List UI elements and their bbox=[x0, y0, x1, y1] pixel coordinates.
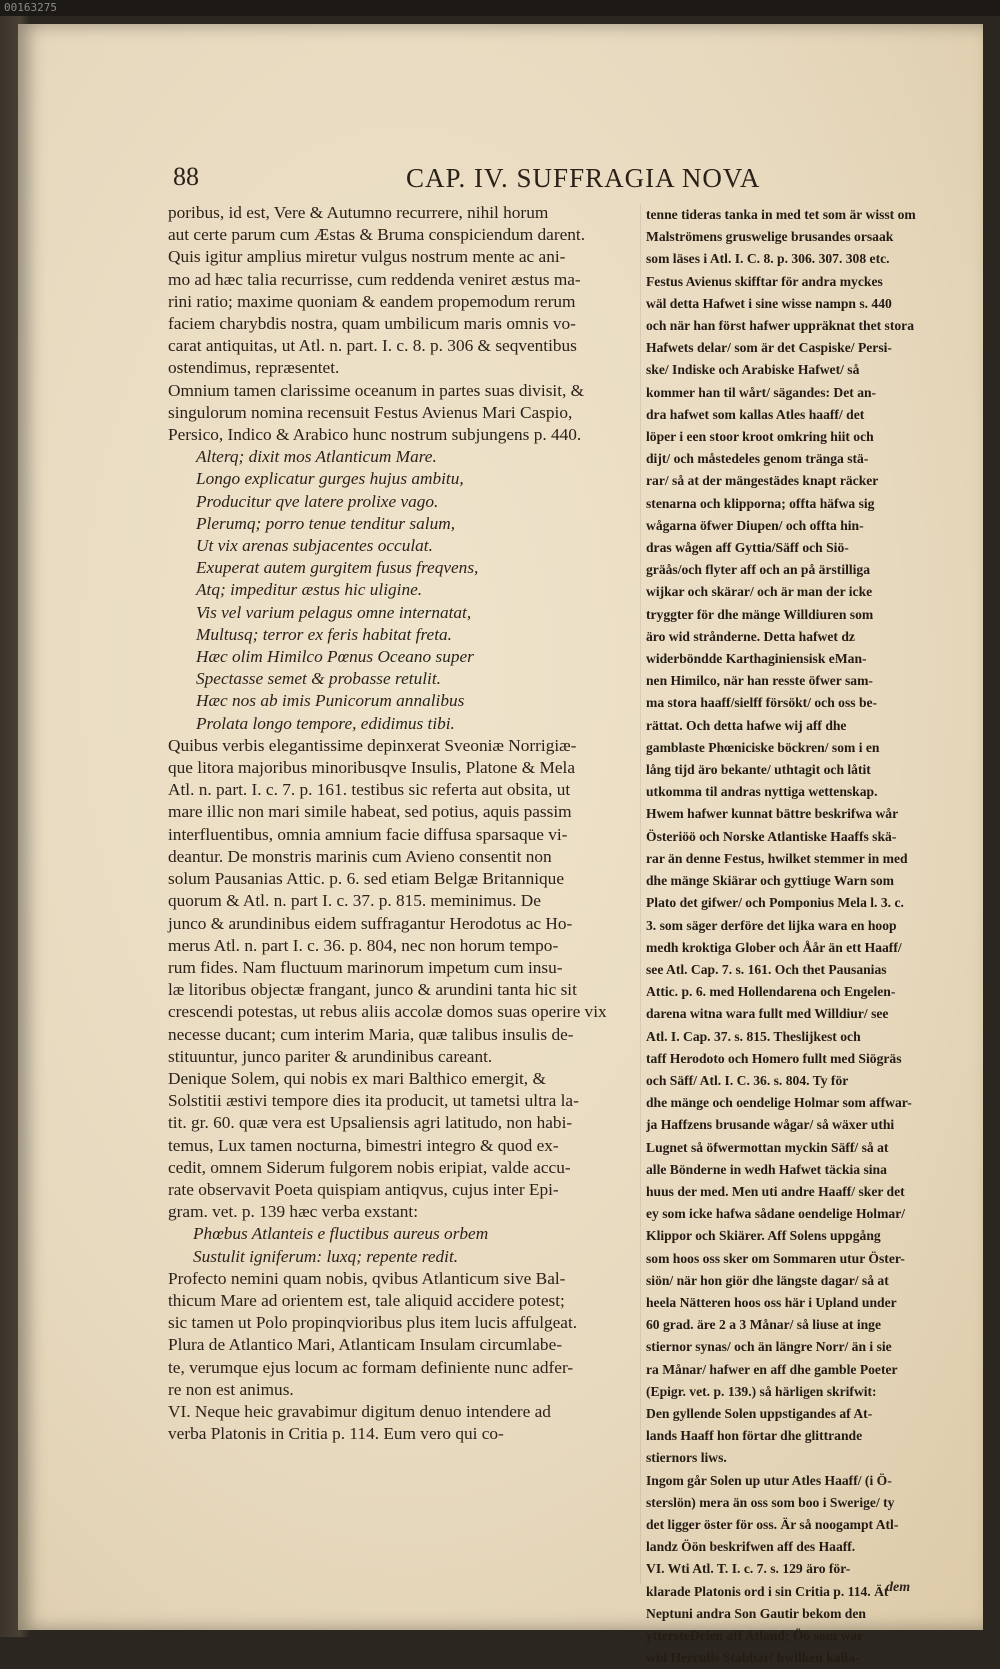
latin-line: tit. gr. 60. quæ vera est Upsaliensis agri latitudo, non habi- bbox=[168, 1113, 573, 1133]
latin-line: singulorum nomina recensuit Festus Avienus Mari Caspio, bbox=[168, 402, 573, 422]
swedish-line: Lugnet så öfwermottan myckin Säff/ så at bbox=[646, 1139, 889, 1155]
swedish-line: Plato det gifwer/ och Pomponius Mela l. 3. c. bbox=[646, 895, 904, 911]
latin-line: temus, Lux tamen nocturna, bimestri integro & quod ex- bbox=[168, 1135, 559, 1155]
swedish-line: sterslön) mera än oss som boo i Swerige/ ty bbox=[646, 1494, 895, 1510]
swedish-line: det ligger öster för oss. Är så noogampt Atl- bbox=[646, 1516, 899, 1532]
swedish-line: stenarna och klipporna; offta häfwa sig bbox=[646, 495, 875, 511]
swedish-line: rättat. Och detta hafwe wij aff dhe bbox=[646, 717, 847, 733]
latin-line: mo ad hæc talia recurrisse, cum reddenda veniret æstus ma- bbox=[168, 269, 581, 289]
latin-line: gram. vet. p. 139 hæc verba exstant: bbox=[168, 1202, 419, 1222]
latin-line: Plura de Atlantico Mari, Atlanticam Insulam circumlabe- bbox=[168, 1335, 562, 1355]
swedish-line: heela Nätteren hoos oss här i Upland under bbox=[646, 1294, 897, 1310]
swedish-line: utkomma til andras nyttiga wettenskap. bbox=[646, 784, 878, 800]
book-page bbox=[18, 24, 983, 1666]
latin-line: quorum & Atl. n. part I. c. 37. p. 815. meminimus. De bbox=[168, 891, 541, 911]
latin-line: Sustulit igniferum: luxq; repente redit. bbox=[193, 1246, 459, 1266]
latin-line: deantur. De monstris marinis cum Avieno consentit non bbox=[168, 846, 552, 866]
swedish-line: medh kroktiga Glober och Åår än ett Haaff/ bbox=[646, 939, 902, 955]
latin-line: thicum Mare ad orientem est, tale aliquid accidere potest; bbox=[168, 1290, 565, 1310]
latin-line: rini ratio; maxime quoniam & eandem propemodum rerum bbox=[168, 291, 576, 311]
swedish-line: VI. Wti Atl. T. I. c. 7. s. 129 äro för- bbox=[646, 1561, 851, 1577]
swedish-line: Den gyllende Solen uppstigandes af At- bbox=[646, 1405, 873, 1421]
swedish-line: stiernors liws. bbox=[646, 1450, 727, 1466]
latin-line: Atq; impeditur æstus hic uligine. bbox=[196, 580, 423, 600]
latin-line: carat antiquitas, ut Atl. n. part. I. c. 8. p. 306 & seqventibus bbox=[168, 336, 577, 356]
swedish-line: gräås/och flyter aff och an på ärstilliga bbox=[646, 562, 871, 578]
page-header bbox=[18, 149, 983, 199]
scan-id-strip bbox=[0, 0, 1000, 16]
latin-line: Prolata longo tempore, edidimus tibi. bbox=[196, 713, 455, 733]
swedish-line: ma stora haaff/sielff försökt/ och oss be- bbox=[646, 695, 878, 711]
latin-line: sic tamen ut Polo propinqvioribus plus item lucis affulgeat. bbox=[168, 1313, 578, 1333]
latin-line: Producitur qve latere prolixe vago. bbox=[196, 491, 439, 511]
page-number: 88 bbox=[173, 162, 199, 191]
latin-line: Solstitii æstivi tempore dies ita producit, ut tametsi ultra la- bbox=[168, 1091, 579, 1111]
swedish-line: löper i een stoor kroot omkring hiit och bbox=[646, 429, 874, 445]
latin-line: Denique Solem, qui nobis ex mari Balthico emergit, & bbox=[168, 1068, 546, 1088]
swedish-line: yttersteDelen aff Atland; Öö som war bbox=[646, 1628, 864, 1643]
latin-line: læ litoribus objectæ frangant, junco & arundini tanta hic sit bbox=[168, 980, 577, 1000]
latin-line: poribus, id est, Vere & Autumno recurrere, nihil horum bbox=[168, 203, 549, 222]
swedish-line: lång tijd äro bekante/ uthtagit och låtit bbox=[646, 762, 871, 778]
swedish-line: lands Haaff hon förtar dhe glittrande bbox=[646, 1428, 863, 1444]
swedish-line: som läses i Atl. I. C. 8. p. 306. 307. 308 etc. bbox=[646, 251, 890, 267]
column-divider bbox=[640, 204, 641, 1584]
latin-line: que litora majoribus minoribusqve Insulis, Platone & Mela bbox=[168, 758, 576, 778]
swedish-line: dhe mänge Skiärar och gyttiuge Warn som bbox=[646, 873, 894, 889]
swedish-line: ey som icke hafwa sådane oendelige Holmar/ bbox=[646, 1206, 906, 1222]
swedish-line: landz Öön beskrifwen aff des Haaff. bbox=[646, 1539, 856, 1555]
catchword: dem bbox=[886, 1580, 911, 1595]
latin-line: mare illic non mari simile habeat, sed potius, aquis passim bbox=[168, 802, 572, 822]
latin-line: interfluentibus, omnia amnium facie diffusa sparsaque vi- bbox=[168, 824, 568, 844]
swedish-line: taff Herodoto och Homero fullt med Siögräs bbox=[646, 1050, 902, 1066]
latin-line: Hæc nos ab imis Punicorum annalibus bbox=[196, 691, 465, 711]
latin-line: Phœbus Atlanteis e fluctibus aureus orbem bbox=[193, 1224, 489, 1244]
swedish-line: wågarna öfwer Diupen/ och offta hin- bbox=[646, 517, 864, 533]
swedish-line: gamblaste Phœniciske böckren/ som i en bbox=[646, 739, 880, 755]
latin-line: Omnium tamen clarissime oceanum in partes suas divisit, & bbox=[168, 380, 585, 400]
latin-line: Atl. n. part. I. c. 7. p. 161. testibus sic referta aut obsita, ut bbox=[168, 780, 571, 800]
swedish-line: nen Himilco, när han resste öfwer sam- bbox=[646, 673, 873, 689]
swedish-line: stiernor synas/ och än längre Norr/ än i sie bbox=[646, 1339, 892, 1355]
latin-line: solum Pausanias Attic. p. 6. sed etiam Belgæ Britannique bbox=[168, 869, 564, 889]
latin-line: Plerumq; porro tenue tenditur salum, bbox=[196, 513, 456, 533]
latin-line: Alterq; dixit mos Atlanticum Mare. bbox=[196, 447, 437, 467]
swedish-line: wid Herculis Stabbar/ hwilken kalla- bbox=[646, 1650, 860, 1666]
swedish-line: och när han först hafwer uppräknat thet stora bbox=[646, 318, 914, 334]
swedish-line: Ingom går Solen up utur Atles Haaff/ (i Ö- bbox=[646, 1472, 892, 1488]
swedish-line: dijt/ och måstedeles genom tränga stä- bbox=[646, 451, 869, 467]
latin-line: verba Platonis in Critia p. 114. Eum vero qui co- bbox=[168, 1424, 504, 1444]
latin-line: Vis vel varium pelagus omne internatat, bbox=[196, 602, 472, 622]
latin-line: Hæc olim Himilco Pœnus Oceano super bbox=[196, 647, 474, 667]
latin-line: rate observavit Poeta quispiam antiqvus, cujus inter Epi- bbox=[168, 1179, 559, 1199]
swedish-line: klarade Platonis ord i sin Critia p. 114. Ät bbox=[646, 1583, 889, 1599]
latin-line: Persico, Indico & Arabico hunc nostrum subjungens p. 440. bbox=[168, 425, 582, 445]
swedish-line: och Säff/ Atl. I. C. 36. s. 804. Ty för bbox=[646, 1072, 849, 1088]
swedish-line: siön/ när hon giör dhe längste dagar/ så at bbox=[646, 1272, 889, 1288]
swedish-line: 60 grad. äre 2 a 3 Månar/ så liuse at inge bbox=[646, 1317, 881, 1333]
swedish-line: som hoos oss sker om Sommaren utur Öster- bbox=[646, 1250, 905, 1266]
swedish-column bbox=[646, 204, 931, 1669]
swedish-line: Klippor och Skiärer. Aff Solens uppgång bbox=[646, 1228, 881, 1244]
swedish-line: Hwem hafwer kunnat bättre beskrifwa wår bbox=[646, 806, 899, 822]
latin-line: faciem charybdis nostra, quam umbilicum maris omnis vo- bbox=[168, 314, 576, 334]
swedish-line: (Epigr. vet. p. 139.) så härligen skrifwit: bbox=[646, 1383, 877, 1399]
swedish-line: rar än denne Festus, hwilket stemmer in med bbox=[646, 850, 908, 866]
latin-line: aut certe parum cum Æstas & Bruma conspiciendum darent. bbox=[168, 225, 586, 245]
swedish-line: rar/ så at der mängestädes knapt räcker bbox=[646, 473, 879, 489]
scan-id: 00163275 bbox=[4, 1, 57, 14]
latin-line: necesse ducant; cum interim Maria, quæ talibus insulis de- bbox=[168, 1024, 574, 1044]
latin-line: Quis igitur amplius miretur vulgus nostrum mente ac ani- bbox=[168, 247, 566, 267]
swedish-line: wäl detta Hafwet i sine wisse nampn s. 440 bbox=[646, 295, 892, 311]
swedish-line: Hafwets delar/ som är det Caspiske/ Persi- bbox=[646, 340, 892, 356]
latin-line: re non est animus. bbox=[168, 1379, 294, 1399]
swedish-line: Österiöö och Norske Atlantiske Haaffs skä- bbox=[646, 828, 897, 844]
latin-line: Spectasse semet & probasse retulit. bbox=[196, 669, 441, 689]
swedish-line: Attic. p. 6. med Hollendarena och Engelen- bbox=[646, 984, 896, 1000]
latin-line: Exuperat autem gurgitem fusus freqvens, bbox=[196, 558, 479, 578]
latin-line: Quibus verbis elegantissime depinxerat Sveoniæ Norrigiæ- bbox=[168, 735, 577, 755]
running-head: CAP. IV. SUFFRAGIA NOVA bbox=[406, 163, 761, 193]
latin-line: cedit, omnem Siderum fulgorem nobis eripiat, valde accu- bbox=[168, 1157, 571, 1177]
latin-line: te, verumque ejus locum ac formam definiente nunc adfer- bbox=[168, 1357, 574, 1377]
swedish-line: 3. som säger derföre det lijka wara en hoop bbox=[646, 917, 897, 933]
latin-line: rum fides. Nam fluctuum marinorum impetum cum insu- bbox=[168, 957, 563, 977]
swedish-line: dhe mänge och oendelige Holmar som affwar- bbox=[646, 1095, 912, 1111]
latin-line: junco & arundinibus eidem suffragantur Herodotus ac Ho- bbox=[168, 913, 573, 933]
swedish-line: huus der med. Men uti andre Haaff/ sker det bbox=[646, 1183, 905, 1199]
latin-line: Profecto nemini quam nobis, qvibus Atlanticum sive Bal- bbox=[168, 1268, 566, 1288]
swedish-line: wijkar och skärar/ och är man der icke bbox=[646, 584, 873, 600]
swedish-line: see Atl. Cap. 7. s. 161. Och thet Pausanias bbox=[646, 961, 887, 977]
swedish-line: dra hafwet som kallas Atles haaff/ det bbox=[646, 406, 865, 422]
latin-line: ostendimus, repræsentet. bbox=[168, 358, 340, 378]
swedish-line: widerböndde Karthaginiensisk eMan- bbox=[646, 651, 867, 667]
swedish-line: Atl. I. Cap. 37. s. 815. Theslijkest och bbox=[646, 1028, 861, 1044]
swedish-line: Malströmens gruswelige brusandes orsaak bbox=[646, 229, 894, 245]
latin-line: Longo explicatur gurges hujus ambitu, bbox=[196, 469, 464, 489]
swedish-line: ske/ Indiske och Arabiske Hafwet/ så bbox=[646, 362, 860, 378]
swedish-line: darena witna wara fullt med Willdiur/ see bbox=[646, 1006, 889, 1022]
swedish-line: ja Haffzens brusande wågar/ så wäxer uthi bbox=[646, 1117, 895, 1133]
swedish-line: alle Bönderne in wedh Hafwet täckia sina bbox=[646, 1161, 887, 1177]
latin-line: crescendi potestas, ut rebus aliis accolæ domos suas operire vix bbox=[168, 1002, 607, 1022]
swedish-line: tenne tideras tanka in med tet som är wisst om bbox=[646, 207, 916, 222]
latin-line: stituuntur, junco pariter & arundinibus careant. bbox=[168, 1046, 493, 1066]
latin-line: merus Atl. n. part I. c. 36. p. 804, nec non horum tempo- bbox=[168, 935, 559, 955]
swedish-line: tryggter för dhe mänge Willdiuren som bbox=[646, 606, 874, 622]
latin-line: VI. Neque heic gravabimur digitum denuo intendere ad bbox=[168, 1401, 551, 1421]
swedish-line: kommer han til wårt/ sägandes: Det an- bbox=[646, 384, 877, 400]
swedish-line: dras wågen aff Gyttia/Säff och Siö- bbox=[646, 540, 849, 556]
swedish-line: ra Månar/ hafwer en aff dhe gamble Poeter bbox=[646, 1361, 898, 1377]
swedish-line: äro wid strånderne. Detta hafwet dz bbox=[646, 628, 855, 644]
swedish-line: Festus Avienus skifftar för andra myckes bbox=[646, 273, 883, 289]
latin-column bbox=[168, 202, 638, 1445]
swedish-line: Neptuni andra Son Gautir bekom den bbox=[646, 1605, 866, 1621]
latin-line: Multusq; terror ex feris habitat freta. bbox=[196, 624, 452, 644]
latin-line: Ut vix arenas subjacentes occulat. bbox=[196, 536, 433, 556]
